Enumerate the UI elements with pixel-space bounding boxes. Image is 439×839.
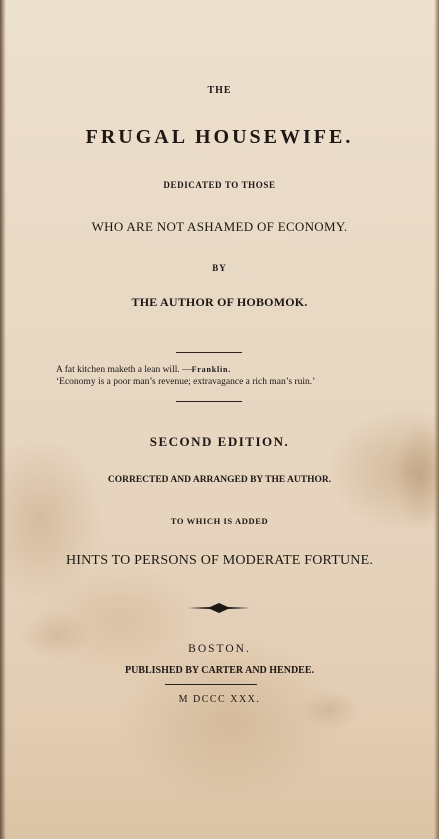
epigraph-line-2: ‘Economy is a poor man’s revenue; extravagance a rich man’s ruin.’ bbox=[56, 377, 316, 387]
dedication-line-1: DEDICATED TO THOSE bbox=[163, 180, 276, 190]
diamond-ornament-icon bbox=[188, 601, 250, 615]
edition-line: SECOND EDITION. bbox=[149, 434, 290, 449]
epigraph-quote-1: A fat kitchen maketh a lean will. — bbox=[56, 365, 192, 375]
epigraph-rule-bottom bbox=[176, 401, 242, 402]
dedication-line-2: WHO ARE NOT ASHAMED OF ECONOMY. bbox=[91, 219, 348, 234]
corrected-line: CORRECTED AND ARRANGED BY THE AUTHOR. bbox=[107, 475, 332, 485]
author-line: THE AUTHOR OF HOBOMOK. bbox=[131, 295, 308, 309]
epigraph-attribution: Franklin. bbox=[191, 365, 232, 374]
imprint-year: M DCCC XXX. bbox=[178, 694, 261, 705]
book-title: FRUGAL HOUSEWIFE. bbox=[85, 126, 354, 148]
imprint-publisher: PUBLISHED BY CARTER AND HENDEE. bbox=[124, 665, 315, 676]
title-article: THE bbox=[207, 85, 232, 96]
epigraph-rule-top bbox=[176, 352, 242, 353]
added-line: TO WHICH IS ADDED bbox=[170, 516, 269, 526]
byline-label: BY bbox=[212, 263, 227, 273]
imprint-place: BOSTON. bbox=[188, 643, 251, 655]
epigraph-line-1 bbox=[56, 365, 231, 375]
hints-line: HINTS TO PERSONS OF MODERATE FORTUNE. bbox=[65, 553, 374, 568]
imprint-rule bbox=[165, 684, 257, 685]
